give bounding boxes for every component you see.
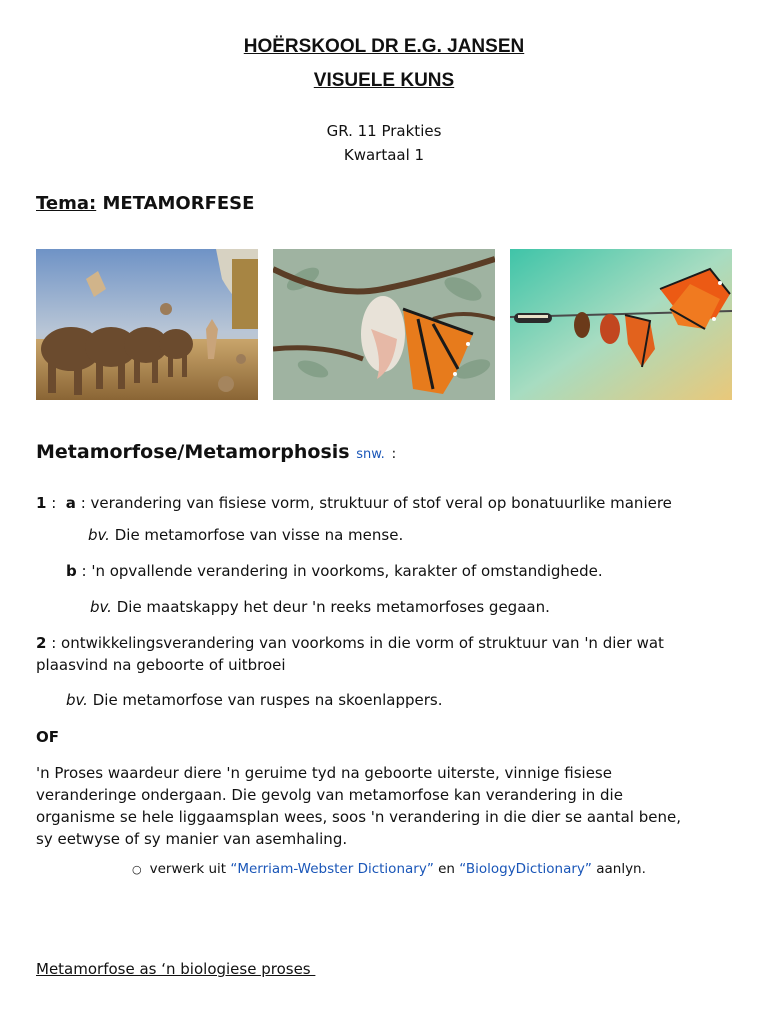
school-name: HOËRSKOOL DR E.G. JANSEN: [243, 36, 525, 57]
image-cocoon-butterfly: [273, 249, 495, 400]
paragraph-line-3: organisme se hele liggaamsplan wees, soos 'n verandering in die dier se aantal bene,: [36, 808, 681, 826]
definition-1b-letter: b: [66, 562, 77, 580]
or-label: OF: [36, 728, 59, 746]
definition-1a-letter: a: [65, 494, 76, 512]
source-bullet-item: [132, 861, 646, 877]
image-elephants: [36, 249, 258, 400]
definition-1-separator: :: [46, 494, 66, 512]
example-2-label: bv.: [66, 691, 88, 709]
merriam-webster-link[interactable]: “Merriam-Webster Dictionary”: [230, 861, 434, 877]
source-suffix: aanlyn.: [591, 861, 646, 877]
definition-2-line-1: [36, 632, 664, 654]
theme-label: Tema:: [36, 193, 97, 214]
section-heading-biological-process: Metamorfose as ‘n biologiese proses: [36, 960, 316, 978]
theme-line: [36, 193, 254, 214]
definition-1b: [66, 560, 603, 582]
definition-2-line-2: plaasvind na geboorte of uitbroei: [36, 656, 286, 674]
subject-title: VISUELE KUNS: [313, 70, 455, 91]
paragraph-line-4: sy eetwyse of sy manier van asemhaling.: [36, 830, 348, 848]
definition-2-number: 2: [36, 634, 47, 652]
paragraph-line-1: 'n Proses waardeur diere 'n geruime tyd na geboorte uiterste, vinnige fisiese: [36, 764, 612, 782]
example-2-text: Die metamorfose van ruspes na skoenlappers.: [87, 691, 443, 709]
definition-1b-text: : 'n opvallende verandering in voorkoms, karakter of omstandighede.: [76, 562, 603, 580]
definition-term: Metamorfose/Metamorphosis: [36, 441, 350, 463]
source-mid: en: [433, 861, 460, 877]
example-1a: [88, 524, 403, 546]
definition-1a: [36, 492, 672, 514]
example-1a-text: Die metamorfose van visse na mense.: [109, 526, 404, 544]
example-1a-label: bv.: [88, 526, 110, 544]
definition-2-text-1: : ontwikkelingsverandering van voorkoms in die vorm of struktuur van 'n dier wat: [46, 634, 664, 652]
example-1b: [90, 596, 550, 618]
term-label: Kwartaal 1: [343, 146, 425, 164]
part-of-speech: snw.: [356, 447, 385, 462]
example-2: [66, 689, 442, 711]
biology-dictionary-link[interactable]: “BiologyDictionary”: [459, 861, 592, 877]
theme-value: METAMORFESE: [102, 193, 255, 214]
definition-1a-text: : verandering van fisiese vorm, struktuur of stof veral op bonatuurlike maniere: [75, 494, 672, 512]
grade-label: GR. 11 Prakties: [326, 122, 442, 140]
definition-heading: [36, 441, 396, 463]
image-caterpillar-butterfly: [510, 249, 732, 400]
definition-colon: :: [391, 446, 397, 462]
paragraph-line-2: veranderinge ondergaan. Die gevolg van metamorfose kan verandering in die: [36, 786, 623, 804]
bullet-circle-icon: ○: [132, 863, 142, 876]
definition-1-number: 1: [36, 494, 47, 512]
source-prefix: verwerk uit: [149, 861, 231, 877]
example-1b-label: bv.: [90, 598, 112, 616]
example-1b-text: Die maatskappy het deur 'n reeks metamorfoses gegaan.: [111, 598, 550, 616]
